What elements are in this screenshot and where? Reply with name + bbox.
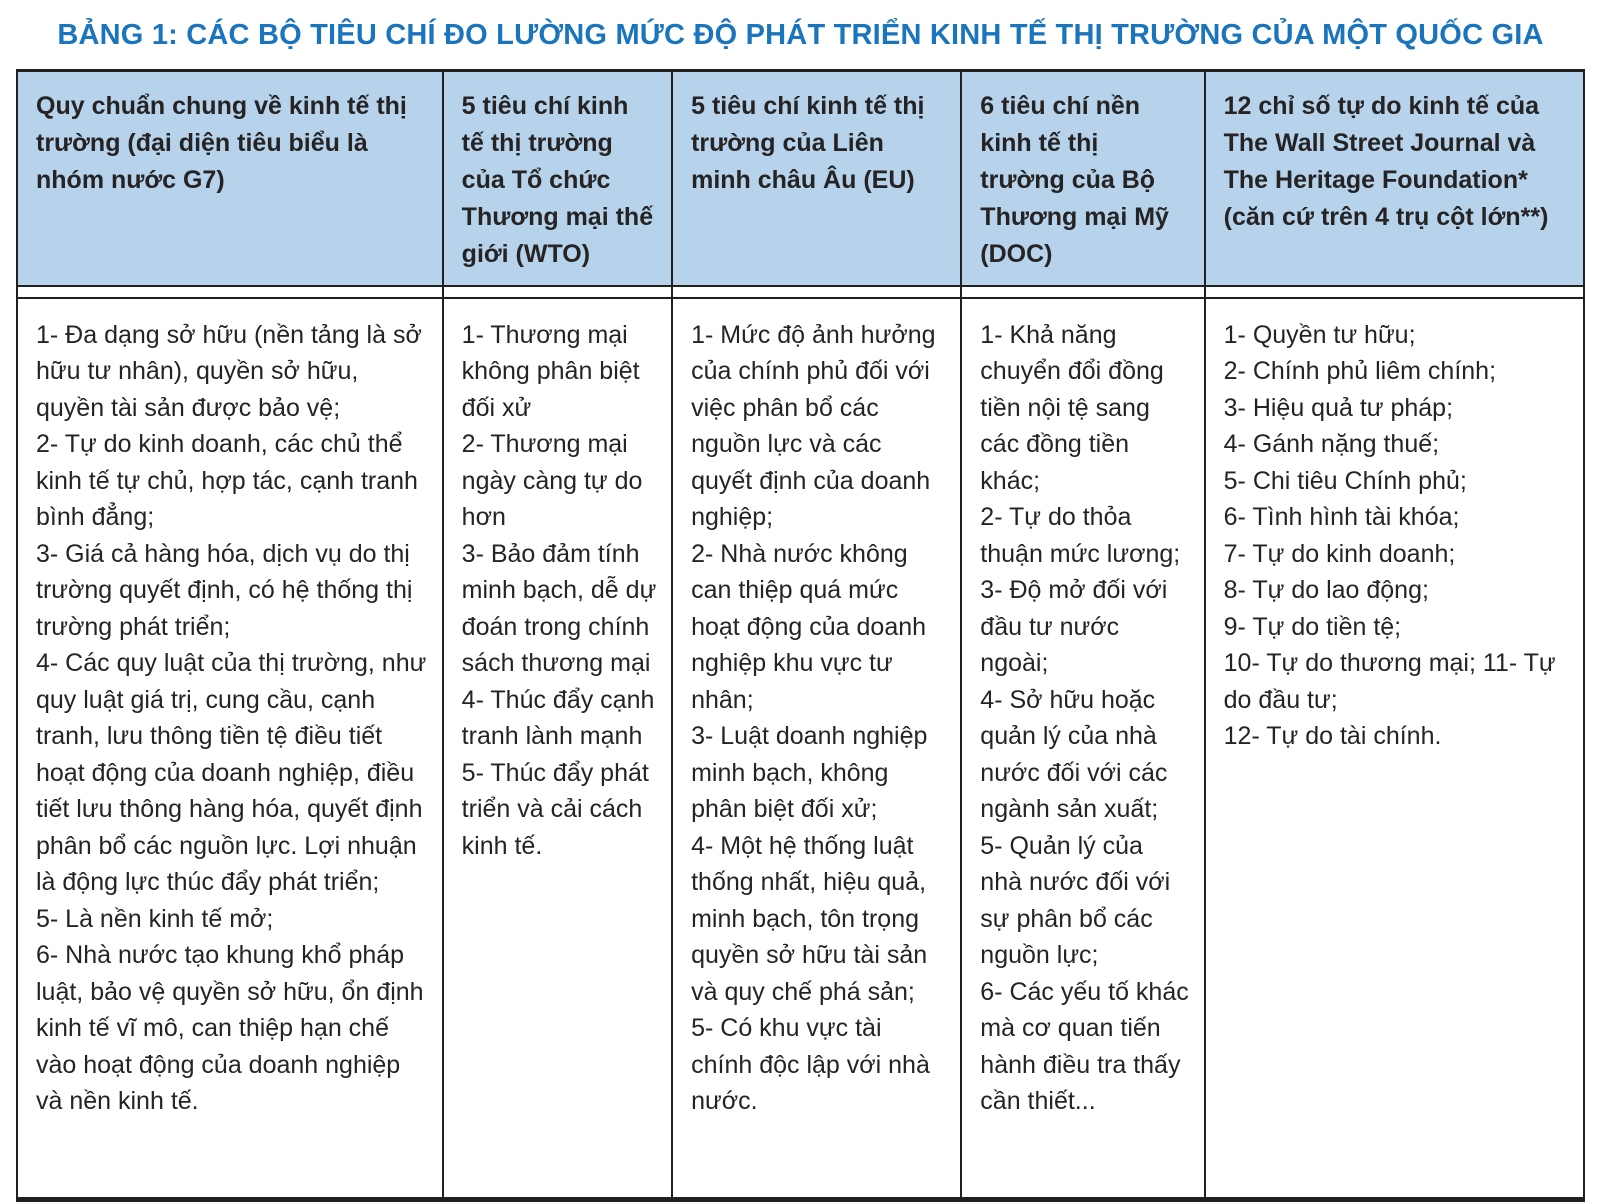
criteria-item: 5- Chi tiêu Chính phủ; — [1223, 466, 1467, 495]
criteria-item: 5- Có khu vực tài chính độc lập với nhà nước. — [691, 1014, 930, 1116]
body-cell-4 — [962, 299, 1205, 1197]
header-cell-2: 5 tiêu chí kinh tế thị trường của Tổ chức Thương mại thế giới (WTO) — [444, 72, 673, 287]
body-cell-2 — [444, 299, 673, 1197]
criteria-item: 3- Bảo đảm tính minh bạch, dễ dự đoán trong chính sách thương mại — [461, 539, 657, 678]
spacer-cell — [444, 287, 673, 299]
spacer-cell — [1206, 287, 1583, 299]
criteria-item: 5- Thúc đẩy phát triển và cải cách kinh tế. — [461, 758, 649, 860]
header-cell-4: 6 tiêu chí nền kinh tế thị trường của Bộ Thương mại Mỹ (DOC) — [962, 72, 1205, 287]
criteria-item: 4- Sở hữu hoặc quản lý của nhà nước đối với các ngành sản xuất; — [980, 685, 1168, 824]
body-cell-5 — [1206, 299, 1583, 1197]
criteria-item: 2- Thương mại ngày càng tự do hơn — [461, 430, 643, 532]
criteria-item: 2- Chính phủ liêm chính; — [1223, 357, 1497, 386]
criteria-item: 4- Một hệ thống luật thống nhất, hiệu quả, minh bạch, tôn trọng quyền sở hữu tài sản và quy chế phá sản; — [691, 831, 928, 1006]
criteria-item: 4- Thúc đẩy cạnh tranh lành mạnh — [461, 685, 655, 751]
criteria-item: 6- Tình hình tài khóa; — [1223, 503, 1460, 532]
criteria-item: 3- Giá cả hàng hóa, dịch vụ do thị trường quyết định, có hệ thống thị trường phát triển; — [36, 539, 413, 641]
criteria-item: 8- Tự do lao động; — [1223, 576, 1429, 605]
criteria-table — [16, 69, 1585, 1202]
criteria-item: 5- Là nền kinh tế mở; — [36, 904, 274, 933]
criteria-item: 1- Quyền tư hữu; — [1223, 320, 1416, 349]
body-cell-3 — [673, 299, 962, 1197]
criteria-item: 2- Tự do thỏa thuận mức lương; — [980, 503, 1181, 568]
criteria-item: 1- Khả năng chuyển đổi đồng tiền nội tệ sang các đồng tiền khác; — [980, 320, 1164, 495]
criteria-item: 9- Tự do tiền tệ; — [1223, 612, 1402, 641]
criteria-item: 3- Luật doanh nghiệp minh bạch, không phân biệt đối xử; — [691, 722, 928, 824]
criteria-item: 3- Hiệu quả tư pháp; — [1223, 393, 1454, 422]
body-cell-1 — [18, 299, 444, 1197]
header-cell-5: 12 chỉ số tự do kinh tế của The Wall Street Journal và The Heritage Foundation* (căn cứ trên 4 trụ cột lớn**) — [1206, 72, 1583, 287]
header-cell-3: 5 tiêu chí kinh tế thị trường của Liên minh châu Âu (EU) — [673, 72, 962, 287]
criteria-item: 12- Tự do tài chính. — [1223, 722, 1442, 751]
criteria-item: 1- Đa dạng sở hữu (nền tảng là sở hữu tư nhân), quyền sở hữu, quyền tài sản được bảo vệ; — [36, 320, 422, 422]
criteria-item: 2- Nhà nước không can thiệp quá mức hoạt động của doanh nghiệp khu vực tư nhân; — [691, 539, 927, 714]
header-cell-1: Quy chuẩn chung về kinh tế thị trường (đại diện tiêu biểu là nhóm nước G7) — [18, 72, 444, 287]
spacer-cell — [673, 287, 962, 299]
criteria-item: 6- Nhà nước tạo khung khổ pháp luật, bảo vệ quyền sở hữu, ổn định kinh tế vĩ mô, can thiệp hạn chế vào hoạt động của doanh nghiệp và nền kinh tế. — [36, 941, 424, 1116]
criteria-item: 1- Thương mại không phân biệt đối xử — [461, 320, 640, 422]
criteria-item: 4- Các quy luật của thị trường, như quy luật giá trị, cung cầu, cạnh tranh, lưu thông tiền tệ điều tiết hoạt động của doanh nghiệp, điều tiết lưu thông hàng hóa, quyết định phân bổ các nguồn lực. Lợi nhuận là động lực thúc đẩy phát triển; — [36, 649, 427, 897]
criteria-item: 1- Mức độ ảnh hưởng của chính phủ đối với việc phân bổ các nguồn lực và các quyết định của doanh nghiệp; — [691, 320, 936, 532]
criteria-item: 5- Quản lý của nhà nước đối với sự phân bổ các nguồn lực; — [980, 831, 1171, 970]
criteria-item: 10- Tự do thương mại; 11- Tự do đầu tư; — [1223, 649, 1556, 714]
spacer-cell — [18, 287, 444, 299]
spacer-cell — [962, 287, 1205, 299]
criteria-item: 3- Độ mở đối với đầu tư nước ngoài; — [980, 576, 1168, 678]
criteria-item: 2- Tự do kinh doanh, các chủ thể kinh tế tự chủ, hợp tác, cạnh tranh bình đẳng; — [36, 430, 418, 532]
criteria-item: 6- Các yếu tố khác mà cơ quan tiến hành điều tra thấy cần thiết... — [980, 977, 1189, 1116]
criteria-item: 4- Gánh nặng thuế; — [1223, 430, 1440, 459]
table-title: BẢNG 1: CÁC BỘ TIÊU CHÍ ĐO LƯỜNG MỨC ĐỘ PHÁT TRIỂN KINH TẾ THỊ TRƯỜNG CỦA MỘT QUỐC GIA — [57, 19, 1544, 51]
criteria-item: 7- Tự do kinh doanh; — [1223, 539, 1456, 568]
